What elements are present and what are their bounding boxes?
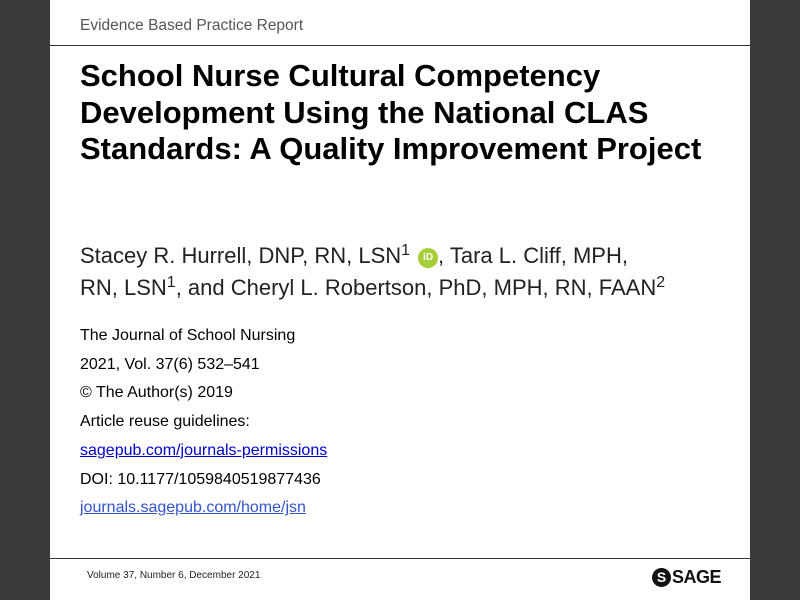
affiliation-marker: 1 [166, 274, 176, 291]
affiliation-marker: 2 [656, 274, 666, 291]
publisher-name: SAGE [672, 567, 722, 587]
footer-divider [50, 558, 750, 559]
reuse-label: Article reuse guidelines: [80, 413, 250, 431]
report-type: Evidence Based Practice Report [80, 17, 304, 34]
orcid-icon[interactable]: iD [418, 248, 438, 268]
affiliation-marker: 1 [401, 242, 411, 259]
document-page [50, 0, 750, 600]
sage-mark-icon: S [652, 568, 671, 587]
author-list [80, 240, 730, 304]
journal-link[interactable]: journals.sagepub.com/home/jsn [80, 499, 306, 517]
reuse-link[interactable]: sagepub.com/journals-permissions [80, 441, 328, 459]
copyright: © The Author(s) 2019 [80, 384, 233, 402]
journal-metadata [80, 322, 327, 523]
doi: DOI: 10.1177/1059840519877436 [80, 470, 321, 488]
journal-name: The Journal of School Nursing [80, 327, 296, 344]
volume-info: 2021, Vol. 37(6) 532–541 [80, 355, 260, 373]
footer-volume-info: Volume 37, Number 6, December 2021 [87, 570, 261, 581]
author-name: Stacey R. Hurrell, DNP, RN, LSN [80, 243, 402, 268]
sage-logo-icon [652, 567, 721, 588]
author-name: , and Cheryl L. Robertson, PhD, MPH, RN, FAAN [175, 275, 657, 300]
header-divider [50, 45, 750, 46]
article-title: School Nurse Cultural Competency Development Using the National CLAS Standards: A Quality Improvement Project [80, 58, 702, 166]
author-name: RN, LSN [80, 275, 167, 300]
author-name: , Tara L. Cliff, MPH, [438, 243, 628, 268]
